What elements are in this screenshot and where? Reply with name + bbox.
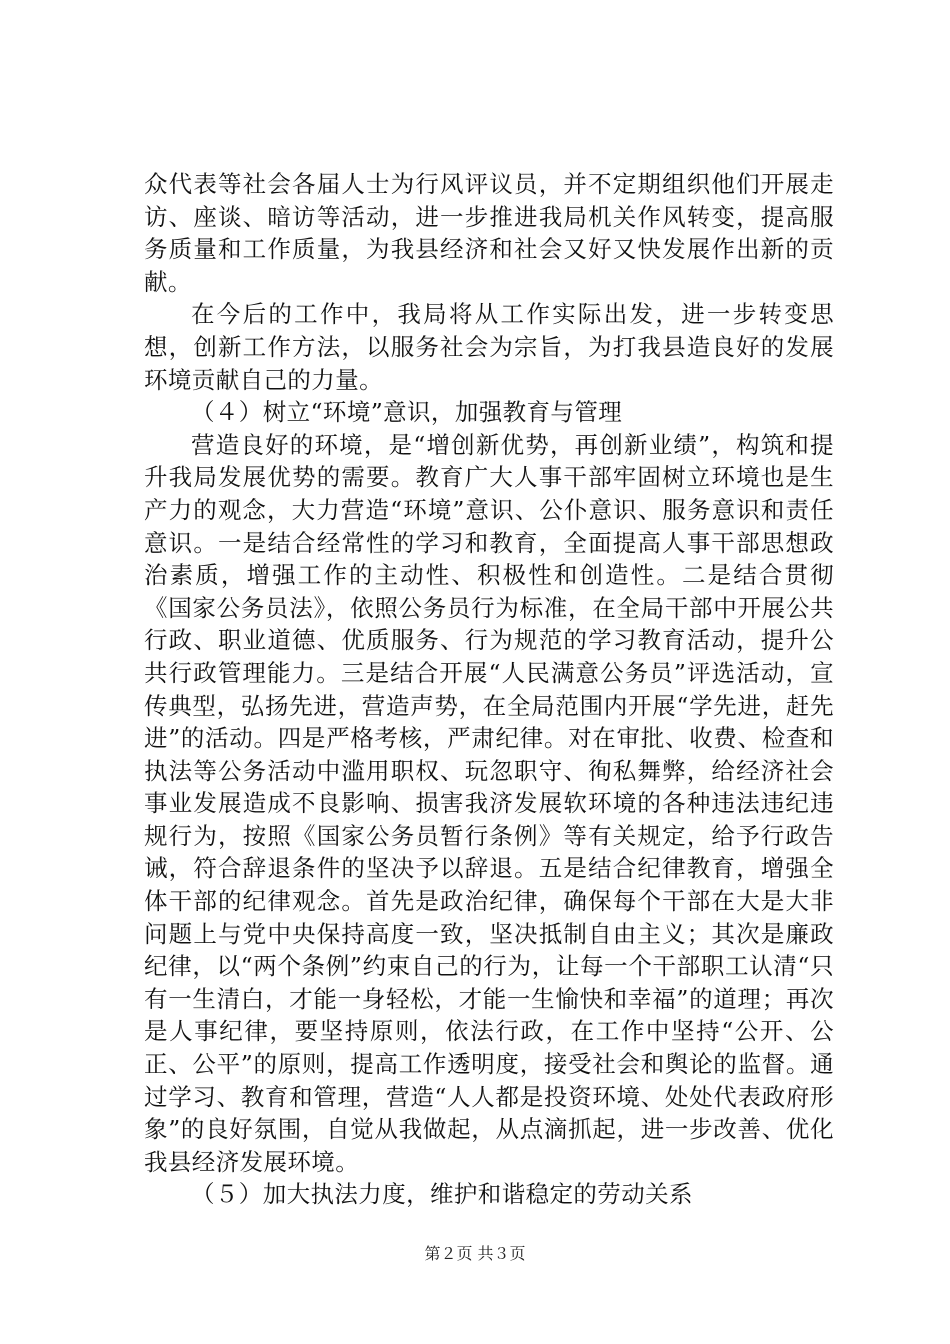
- paragraph-continuation: 众代表等社会各届人士为行风评议员，并不定期组织他们开展走访、座谈、暗访等活动，进一步推进我局机关作风转变，提高服务质量和工作质量，为我县经济和社会又好又快发展作出新的贡献。: [144, 170, 834, 296]
- page-footer: [0, 1244, 950, 1264]
- paragraph-environment: 营造良好的环境，是“增创新优势，再创新业绩”，构筑和提升我局发展优势的需要。教育广大人事干部牢固树立环境也是生产力的观念，大力营造“环境”意识、公仆意识、服务意识和责任意识。一是结合经常性的学习和教育，全面提高人事干部思想政治素质，增强工作的主动性、积极性和创造性。二是结合贯彻《国家公务员法》，依照公务员行为标准，在全局干部中开展公共行政、职业道德、优质服务、行为规范的学习教育活动，提升公共行政管理能力。三是结合开展“人民满意公务员”评选活动，宣传典型，弘扬先进，营造声势，在全局范围内开展“学先进，赶先进”的活动。四是严格考核，严肃纪律。对在审批、收费、检查和执法等公务活动中滥用职权、玩忽职守、徇私舞弊，给经济社会事业发展造成不良影响、损害我济发展软环境的各种违法违纪违规行为，按照《国家公务员暂行条例》等有关规定，给予行政告诫，符合辞退条件的坚决予以辞退。五是结合纪律教育，增强全体干部的纪律观念。首先是政治纪律，确保每个干部在大是大非问题上与党中央保持高度一致，坚决抵制自由主义；其次是廉政纪律，以“两个条例”约束自己的行为，让每一个干部职工认清“只有一生清白，才能一身轻松，才能一生愉快和幸福”的道理；再次是人事纪律，要坚持原则，依法行政，在工作中坚持“公开、公正、公平”的原则，提高工作透明度，接受社会和舆论的监督。通过学习、教育和管理，营造“人人都是投资环境、处处代表政府形象”的良好氛围，自觉从我做起，从点滴抓起，进一步改善、优化我县经济发展环境。: [144, 430, 834, 1176]
- section-heading-4: （４）树立“环境”意识，加强教育与管理: [191, 398, 623, 427]
- page-number: 第２页 共３页: [424, 1244, 526, 1263]
- paragraph-future-work: 在今后的工作中，我局将从工作实际出发，进一步转变思想，创新工作方法，以服务社会为宗旨，为打我县造良好的发展环境贡献自己的力量。: [144, 300, 834, 394]
- document-body: [144, 168, 834, 1211]
- section-heading-5: （５）加大执法力度，维护和谐稳定的劳动关系: [191, 1180, 693, 1209]
